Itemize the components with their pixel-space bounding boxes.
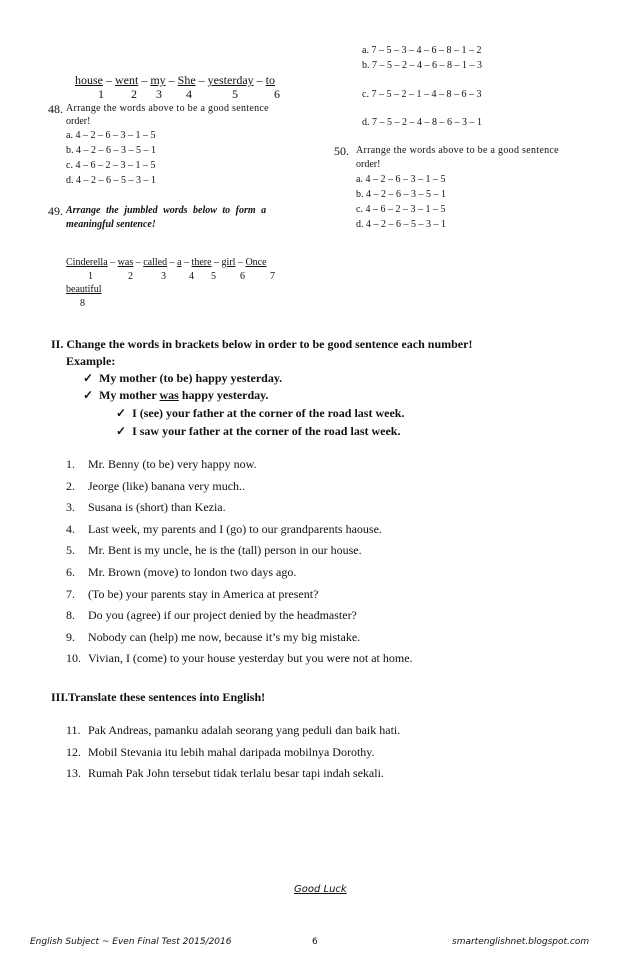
item-text: Vivian, I (come) to your house yesterday but you were not at home. — [88, 651, 413, 666]
item-text: Last week, my parents and I (go) to our grandparents haouse. — [88, 521, 382, 536]
word: house — [75, 73, 103, 87]
word-num: 6 — [274, 87, 280, 101]
check-text: My mother — [99, 388, 160, 402]
word: there — [191, 257, 212, 268]
example-check-4: ✓ I saw your father at the corner of the road last week. — [116, 424, 401, 438]
item-number: 5. — [66, 543, 75, 558]
word: a — [177, 257, 182, 268]
word-num: 3 — [161, 271, 166, 282]
item-number: 12. — [66, 744, 81, 759]
good-luck: Good Luck — [294, 884, 347, 895]
question-50-text-2: order! — [356, 159, 381, 170]
word: yesterday — [207, 73, 254, 87]
example-check-3: ✓ I (see) your father at the corner of the road last week. — [116, 406, 405, 420]
list-item — [66, 479, 245, 494]
question-49-text: Arrange the jumbled words below to form a — [66, 205, 267, 216]
item-text: (To be) your parents stay in America at present? — [88, 586, 319, 601]
word-num-8: 8 — [80, 298, 85, 309]
check-text: My mother (to be) happy yesterday. — [99, 371, 283, 385]
word-row-2: Cinderella – was – called – a – there – girl – Once — [66, 257, 267, 268]
list-item — [66, 745, 375, 760]
item-text: Mr. Bent is my uncle, he is the (tall) person in our house. — [88, 543, 362, 558]
item-number: 3. — [66, 500, 75, 515]
item-number: 8. — [66, 608, 75, 623]
list-item — [66, 500, 226, 515]
word-num: 5 — [211, 271, 216, 282]
item-number: 10. — [66, 651, 81, 666]
section-2-heading: II. Change the words in brackets below in order to be good sentence each number! — [51, 337, 473, 351]
word: called — [143, 257, 168, 268]
word-num: 7 — [270, 271, 275, 282]
check-text: I (see) your father at the corner of the road last week. — [132, 406, 405, 420]
example-check-1: ✓ My mother (to be) happy yesterday. — [83, 371, 283, 385]
word-num: 5 — [232, 87, 238, 101]
list-item — [66, 522, 382, 537]
word: Cinderella — [66, 257, 108, 268]
question-48-text-2: order! — [66, 116, 91, 127]
item-text: Rumah Pak John tersebut tidak terlalu besar tapi indah sekali. — [88, 766, 384, 780]
q49-option-a: a. 7 – 5 – 3 – 4 – 6 – 8 – 1 – 2 — [362, 45, 482, 56]
word: She — [177, 73, 196, 87]
word-num: 4 — [186, 87, 192, 101]
footer-left: English Subject ~ Even Final Test 2015/2016 — [30, 937, 232, 947]
item-number: 2. — [66, 478, 75, 493]
item-number: 1. — [66, 457, 75, 471]
word-num: 4 — [189, 271, 194, 282]
list-item — [66, 543, 362, 558]
word-num: 2 — [128, 271, 133, 282]
item-number: 9. — [66, 629, 75, 644]
check-text: happy yesterday. — [178, 388, 269, 402]
question-49-number: 49. — [48, 204, 63, 218]
word-row-1: house – went – my – She – yesterday – to — [75, 73, 275, 87]
q48-option-d: d. 4 – 2 – 6 – 5 – 3 – 1 — [66, 175, 156, 186]
item-text: Nobody can (help) me now, because it’s my big mistake. — [88, 629, 361, 644]
item-text: Mobil Stevania itu lebih mahal daripada mobilnya Dorothy. — [88, 744, 375, 759]
item-text: Jeorge (like) banana very much.. — [88, 478, 246, 493]
footer-page-number: 6 — [312, 937, 318, 947]
word: Once — [245, 257, 267, 268]
item-text: Susana is (short) than Kezia. — [88, 500, 226, 515]
q50-option-a: a. 4 – 2 – 6 – 3 – 1 – 5 — [356, 174, 446, 185]
item-text: Pak Andreas, pamanku adalah seorang yang peduli dan baik hati. — [88, 723, 401, 737]
list-item — [66, 565, 296, 580]
word-num: 2 — [131, 87, 137, 101]
item-text: Do you (agree) if our project denied by the headmaster? — [88, 608, 357, 623]
item-number: 4. — [66, 521, 75, 536]
q49-option-c: c. 7 – 5 – 2 – 1 – 4 – 8 – 6 – 3 — [362, 89, 482, 100]
q49-option-d: d. 7 – 5 – 2 – 4 – 8 – 6 – 3 – 1 — [362, 117, 482, 128]
section-3-heading: III.Translate these sentences into English! — [51, 690, 266, 704]
item-number: 11. — [66, 723, 81, 737]
word-num: 3 — [156, 87, 162, 101]
word: my — [150, 73, 166, 87]
question-48-number: 48. — [48, 102, 63, 116]
item-number: 13. — [66, 766, 81, 780]
list-item — [66, 587, 318, 602]
word: to — [265, 73, 275, 87]
q48-option-b: b. 4 – 2 – 6 – 3 – 5 – 1 — [66, 145, 156, 156]
word-num: 1 — [98, 87, 104, 101]
example-label: Example: — [66, 354, 116, 368]
question-49-text-2: meaningful sentence! — [66, 219, 156, 230]
word-num: 6 — [240, 271, 245, 282]
question-50-text: Arrange the words above to be a good sentence — [356, 145, 559, 156]
word: girl — [221, 257, 236, 268]
word-num: 1 — [88, 271, 93, 282]
list-item — [66, 723, 400, 738]
q48-option-a: a. 4 – 2 – 6 – 3 – 1 – 5 — [66, 130, 156, 141]
question-50-number: 50. — [334, 144, 349, 158]
item-text: Mr. Brown (move) to london two days ago. — [88, 565, 297, 579]
check-underlined: was — [159, 388, 179, 402]
list-item — [66, 630, 360, 645]
word: went — [115, 73, 139, 87]
list-item — [66, 608, 357, 623]
q49-option-b: b. 7 – 5 – 2 – 4 – 6 – 8 – 1 – 3 — [362, 60, 482, 71]
list-item — [66, 766, 384, 781]
q50-option-b: b. 4 – 2 – 6 – 3 – 5 – 1 — [356, 189, 446, 200]
item-number: 7. — [66, 586, 75, 601]
word: was — [117, 257, 134, 268]
question-48-text: Arrange the words above to be a good sentence — [66, 103, 269, 114]
check-text: I saw your father at the corner of the road last week. — [132, 424, 401, 438]
footer-right: smartenglishnet.blogspot.com — [452, 937, 590, 947]
item-number: 6. — [66, 565, 75, 579]
q50-option-d: d. 4 – 2 – 6 – 5 – 3 – 1 — [356, 219, 446, 230]
example-check-2: ✓ My mother was happy yesterday. — [83, 388, 269, 402]
word-beautiful: beautiful — [66, 284, 102, 295]
list-item — [66, 457, 257, 472]
list-item — [66, 651, 413, 666]
item-text: Mr. Benny (to be) very happy now. — [88, 457, 257, 471]
q50-option-c: c. 4 – 6 – 2 – 3 – 1 – 5 — [356, 204, 446, 215]
q48-option-c: c. 4 – 6 – 2 – 3 – 1 – 5 — [66, 160, 156, 171]
